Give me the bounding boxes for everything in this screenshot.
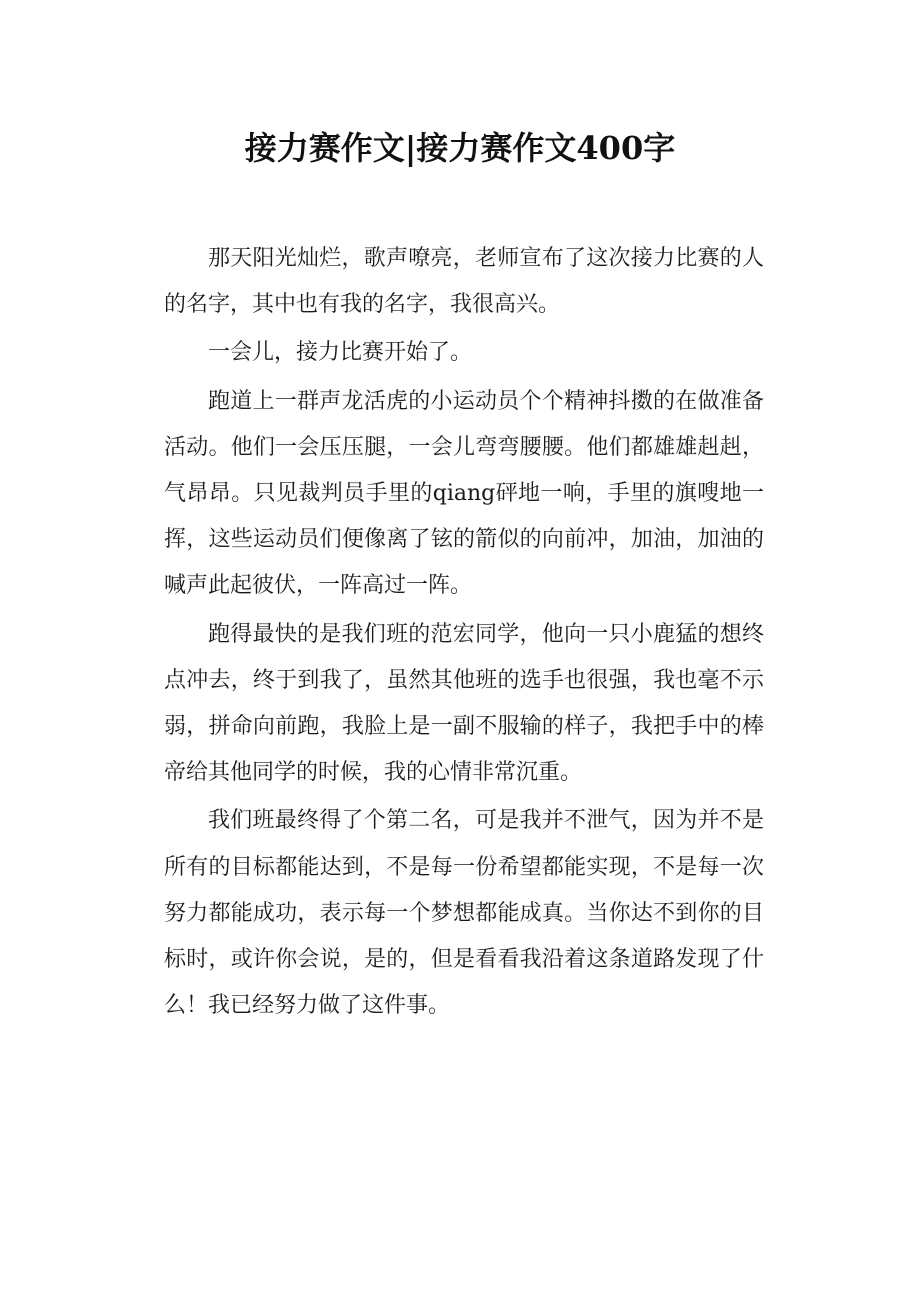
paragraph-3: 跑道上一群声龙活虎的小运动员个个精神抖擞的在做准备活动。他们一会压压腿，一会儿弯弯腰腰。他们都雄雄赳赳，气昂昂。只见裁判员手里的qiang砰地一响，手里的旗嗖地一挥，这些运动员们便像离了铉的箭似的向前冲，加油，加油的喊声此起彼伏，一阵高过一阵。 — [164, 388, 764, 599]
paragraph-4: 跑得最快的是我们班的范宏同学，他向一只小鹿猛的想终点冲去，终于到我了，虽然其他班的选手也很强，我也毫不示弱，拼命向前跑，我脸上是一副不服输的样子，我把手中的棒帝给其他同学的时候，我的心情非常沉重。 — [164, 621, 764, 786]
paragraph-5: 我们班最终得了个第二名，可是我并不泄气，因为并不是所有的目标都能达到，不是每一份希望都能实现，不是每一次努力都能成功，表示每一个梦想都能成真。当你达不到你的目标时，或许你会说，是的，但是看看我沿着这条道路发现了什么！我已经努力做了这件事。 — [164, 808, 764, 1019]
paragraph-1: 那天阳光灿烂，歌声嘹亮，老师宣布了这次接力比赛的人的名字，其中也有我的名字，我很高兴。 — [164, 246, 764, 318]
paragraph-2: 一会儿，接力比赛开始了。 — [208, 340, 473, 366]
document-title: 接力赛作文|接力赛作文400字 — [244, 129, 676, 167]
document-body — [164, 236, 764, 1031]
